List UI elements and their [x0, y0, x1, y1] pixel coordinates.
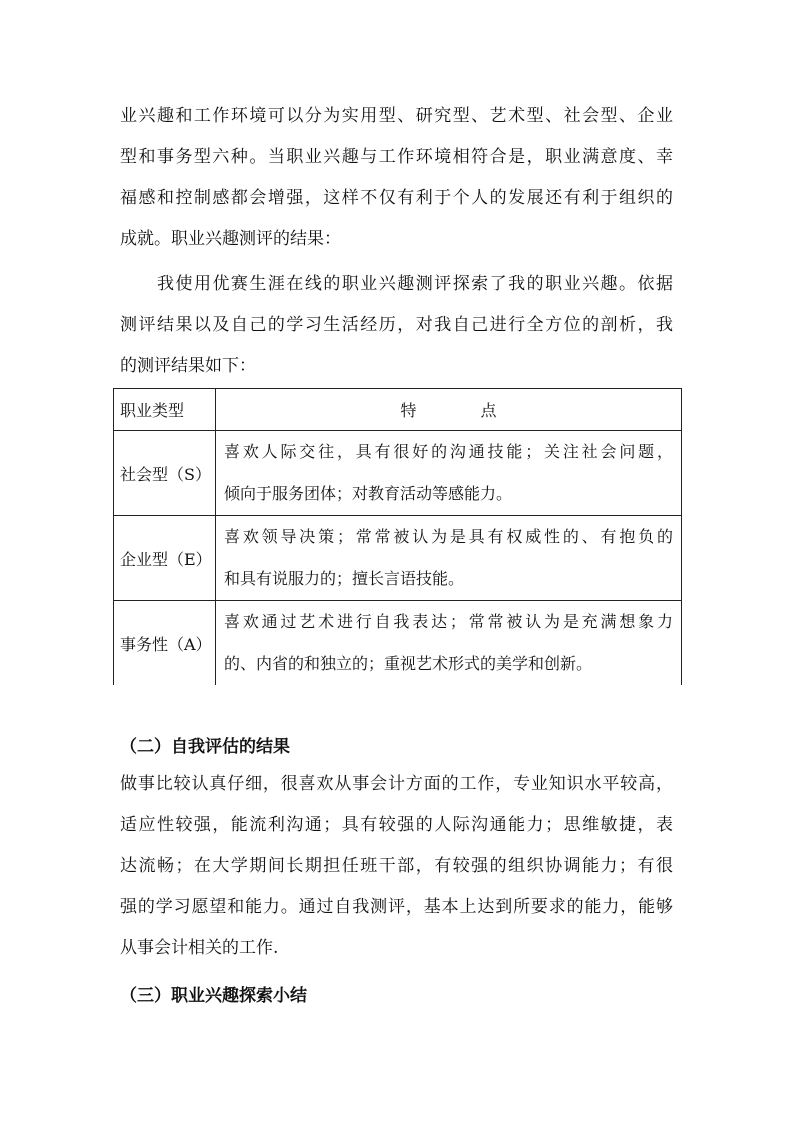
text-line: 成就。职业兴趣测评的结果： — [120, 229, 341, 249]
text-line: 适应性较强，能流利沟通；具有较强的人际沟通能力；思维敏捷，表 — [120, 815, 673, 835]
career-type-cell: 社会型（S） — [114, 431, 216, 516]
text-line: 测评结果以及自己的学习生活经历，对我自己进行全方位的剖析，我 — [120, 315, 673, 335]
text-line: 的测评结果如下： — [120, 356, 256, 376]
text-line: 业兴趣和工作环境可以分为实用型、研究型、艺术型、社会型、企业 — [120, 106, 673, 126]
header-trait-char: 点 — [480, 401, 497, 420]
text-line: 喜欢领导决策；常常被认为是具有权威性的、有抱负的 — [224, 527, 673, 546]
paragraph-self-assessment — [120, 764, 673, 969]
trait-description-cell — [216, 601, 682, 686]
career-type-table — [113, 388, 682, 685]
text-line: 福感和控制感都会增强，这样不仅有利于个人的发展还有利于组织的 — [120, 188, 673, 208]
trait-description-cell — [216, 431, 682, 516]
text-line: 从事会计相关的工作. — [120, 938, 279, 958]
header-trait-char: 特 — [400, 401, 417, 420]
table-header-row — [114, 389, 682, 431]
paragraph-assessment-intro — [120, 264, 673, 387]
text-line: 做事比较认真仔细，很喜欢从事会计方面的工作，专业知识水平较高， — [120, 774, 673, 794]
header-career-type: 职业类型 — [114, 389, 216, 431]
header-traits — [216, 389, 682, 431]
text-line: 倾向于服务团体；对教育活动等感能力。 — [224, 484, 513, 503]
trait-description-cell — [216, 516, 682, 601]
career-type-cell: 企业型（E） — [114, 516, 216, 601]
table-row — [114, 431, 682, 516]
text-line: 达流畅；在大学期间长期担任班干部，有较强的组织协调能力；有很 — [120, 856, 673, 876]
text-line: 和具有说服力的；擅长言语技能。 — [224, 569, 465, 588]
career-type-cell: 事务性（A） — [114, 601, 216, 686]
text-line: 型和事务型六种。当职业兴趣与工作环境相符合是，职业满意度、幸 — [120, 147, 673, 167]
paragraph-career-interest-types — [120, 96, 673, 260]
text-line: 强的学习愿望和能力。通过自我测评，基本上达到所要求的能力，能够 — [120, 897, 673, 917]
text-line: 的、内省的和独立的；重视艺术形式的美学和创新。 — [224, 654, 593, 673]
text-line: 我使用优赛生涯在线的职业兴趣测评探索了我的职业兴趣。依据 — [157, 274, 673, 294]
section-heading-self-assessment: （二）自我评估的结果 — [120, 737, 290, 757]
table-row — [114, 516, 682, 601]
text-line: 喜欢通过艺术进行自我表达；常常被认为是充满想象力 — [224, 612, 673, 631]
text-line: 喜欢人际交往，具有很好的沟通技能；关注社会问题， — [224, 442, 673, 461]
section-heading-interest-summary: （三）职业兴趣探索小结 — [120, 986, 307, 1006]
table-row — [114, 601, 682, 686]
